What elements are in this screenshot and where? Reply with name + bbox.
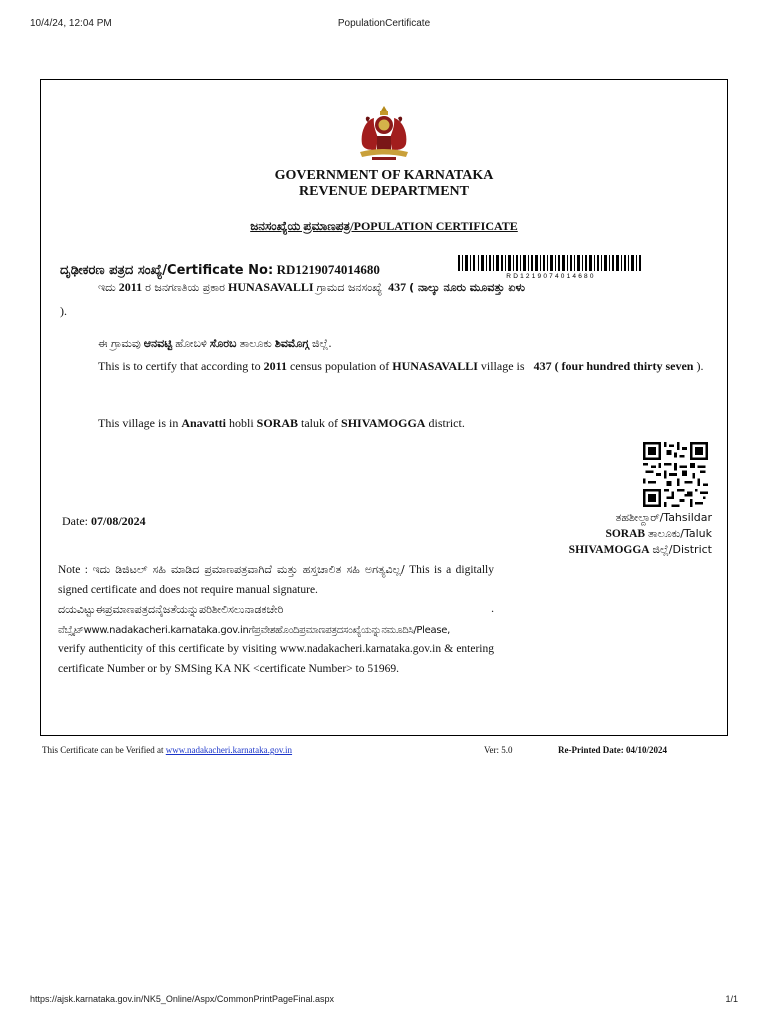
signature-district: SHIVAMOGGA ಜಿಲ್ಲೆ/District xyxy=(568,543,712,556)
reprint-date: Re-Printed Date: 04/10/2024 xyxy=(558,745,667,755)
barcode-text: RD1219074014680 xyxy=(506,273,596,279)
verification-note: Note : ಇದು ಡಿಜಿಟಲ್ ಸಹಿ ಮಾಡಿದ ಪ್ರಮಾಣಪತ್ರವಾಗಿದೆ ಮತ್ತು ಹಸ್ತಚಾಲಿತ ಸಹಿ ಅಗತ್ಯವಿಲ್ಲ/ This is a digitally signed certificate and does not require manual signature. ದಯವಿಟ್ಟುಈಪ್ರಮಾಣಪತ್ರದನೈಜತೆಯನ್ನುಪರಿಶೀಲಿಸಲುನಾಡಕಚೇರಿ . ವೆಬ್ಸೈಟ್www.nadakacheri.karnataka.gov.inಗೆಪ್ರವೇಶಹೊಂದಿಪ್ರಮಾಣಪತ್ರದಸಂಖ್ಯೆಯನ್ನುನಮೂದಿಸಿ/Please, verify authenticity of this certificate by visiting www.nadakacheri.karnataka.gov.in & entering certificate Number or by SMSing KA NK <certificate Number> to 51969. xyxy=(58,563,494,675)
government-title: GOVERNMENT OF KARNATAKA xyxy=(274,168,494,183)
signature-taluk: SORAB ತಾಲೂಕು/Taluk xyxy=(605,527,712,540)
verify-row: This Certificate can be Verified at www.nadakacheri.karnataka.gov.in xyxy=(42,745,293,755)
issue-date: Date: 07/08/2024 xyxy=(62,514,146,528)
verification-link[interactable]: www.nadakacheri.karnataka.gov.in xyxy=(165,745,293,755)
english-population-statement: This is to certify that according to 2011 census population of HUNASAVALLI village is 437 ( four hundred thirty seven ). xyxy=(98,359,704,373)
signature-title: ತಹಶೀಲ್ದಾರ್/Tahsildar xyxy=(615,511,712,524)
print-page-count: 1/1 xyxy=(725,994,738,1004)
kannada-statement-end: ). xyxy=(60,304,67,318)
qr-code-icon xyxy=(643,442,708,507)
certificate-type-title: ಜನಸಂಖ್ಯೆಯ ಪ್ರಮಾಣಪತ್ರ/POPULATION CERTIFICATE xyxy=(250,219,518,233)
tahsildar-signature-block xyxy=(569,510,712,558)
version-label: Ver: 5.0 xyxy=(484,745,513,755)
department-title: REVENUE DEPARTMENT xyxy=(299,184,469,199)
kannada-location-statement: ಈ ಗ್ರಾಮವು ಆನವಟ್ಟಿ ಹೋಬಳಿ ಸೊರಬ ತಾಲೂಕು ಶಿವಮೊಗ್ಗ ಜಿಲ್ಲೆ. xyxy=(98,337,332,350)
certificate-number-label: ದೃಢೀಕರಣ ಪತ್ರದ ಸಂಖ್ಯೆ/Certificate No: xyxy=(60,263,274,278)
certificate-number: RD1219074014680 xyxy=(276,262,380,277)
print-page-title: PopulationCertificate xyxy=(337,18,431,29)
print-datetime: 10/4/24, 12:04 PM xyxy=(30,18,112,29)
kannada-population-statement: ಇದು 2011 ರ ಜನಗಣತಿಯ ಪ್ರಕಾರ HUNASAVALLI ಗ್ರಾಮದ ಜನಸಂಖ್ಯೆ 437 ( ನಾಲ್ಕು ನೂರು ಮೂವತ್ತು ಏಳು xyxy=(98,280,525,294)
print-url: https://ajsk.karnataka.gov.in/NK5_Online/Aspx/CommonPrintPageFinal.aspx xyxy=(30,994,334,1004)
english-location-statement: This village is in Anavatti hobli SORAB taluk of SHIVAMOGGA district. xyxy=(98,416,465,430)
karnataka-emblem-icon xyxy=(354,104,414,162)
